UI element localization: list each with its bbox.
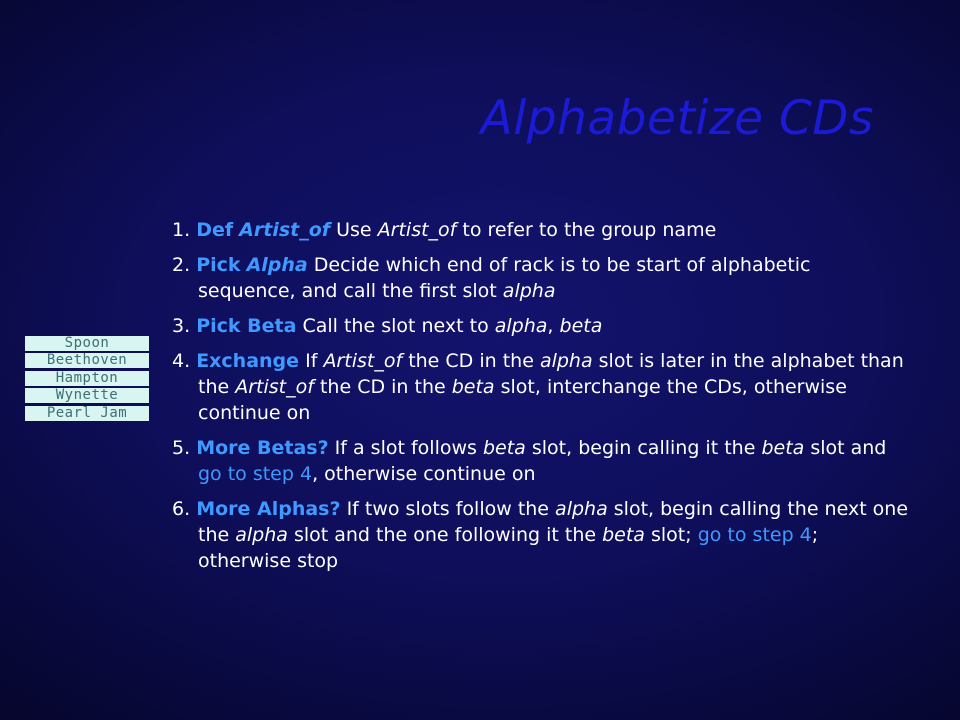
step-keyword-variable: Artist_of [239, 219, 331, 241]
step-keyword-variable: Alpha [246, 254, 308, 276]
go-to-step-link[interactable]: go to step 4 [198, 463, 313, 485]
step-6 [172, 496, 912, 574]
step-3 [172, 313, 912, 339]
variable-name: Artist_of [235, 376, 314, 398]
step-text: the CD in the [319, 376, 446, 398]
variable-name: Artist_of [323, 350, 403, 372]
step-text: slot and [810, 437, 887, 459]
step-number: 1. [172, 219, 191, 241]
step-text: ; otherwise stop [198, 524, 819, 572]
variable-name: alpha [539, 350, 593, 372]
step-5 [172, 435, 912, 487]
step-keyword: More Alphas? [196, 498, 341, 520]
variable-name: alpha [494, 315, 548, 337]
step-text: to refer to the group name [462, 219, 717, 241]
variable-name: alpha [502, 280, 556, 302]
step-text: slot, begin calling the next one the [198, 498, 909, 546]
step-1 [172, 217, 912, 243]
cd-label: Pearl Jam [25, 406, 149, 421]
step-text: slot, interchange the CDs, otherwise continue on [198, 376, 847, 424]
slide-title: Alphabetize CDs [480, 91, 874, 146]
step-text: , [547, 315, 554, 337]
step-keyword: Pick [196, 254, 241, 276]
step-text: , otherwise continue on [312, 463, 536, 485]
step-number: 5. [172, 437, 191, 459]
cd-label: Hampton [25, 371, 149, 386]
step-keyword: Pick Beta [196, 315, 297, 337]
step-text: slot; [651, 524, 692, 546]
step-keyword: Def [196, 219, 234, 241]
step-number: 3. [172, 315, 191, 337]
step-text: slot and the one following it the [293, 524, 597, 546]
step-keyword: Exchange [196, 350, 300, 372]
step-keyword: More Betas? [196, 437, 329, 459]
variable-name: beta [451, 376, 495, 398]
cd-label: Spoon [25, 336, 149, 351]
step-text: If [305, 350, 318, 372]
step-number: 6. [172, 498, 191, 520]
step-number: 2. [172, 254, 191, 276]
step-text: Use [336, 219, 372, 241]
variable-name: beta [482, 437, 526, 459]
cd-label: Beethoven [25, 353, 149, 368]
cd-label: Wynette [25, 388, 149, 403]
step-text: If a slot follows [334, 437, 477, 459]
variable-name: beta [559, 315, 603, 337]
step-text: slot, begin calling it the [531, 437, 756, 459]
variable-name: alpha [555, 498, 608, 520]
cd-rack [25, 336, 149, 423]
step-text: If two slots follow the [346, 498, 549, 520]
step-number: 4. [172, 350, 191, 372]
step-text: slot is later in the alphabet than the [198, 350, 904, 398]
step-4 [172, 348, 912, 426]
variable-name: beta [602, 524, 645, 546]
step-text: Decide which end of rack is to be start of alphabetic sequence, and call the first slot [198, 254, 811, 302]
step-text: the CD in the [408, 350, 534, 372]
step-text: Call the slot next to [302, 315, 489, 337]
variable-name: alpha [235, 524, 288, 546]
go-to-step-link[interactable]: go to step 4 [697, 524, 812, 546]
algorithm-steps [172, 217, 912, 583]
step-2 [172, 252, 912, 304]
variable-name: Artist_of [377, 219, 457, 241]
variable-name: beta [761, 437, 805, 459]
